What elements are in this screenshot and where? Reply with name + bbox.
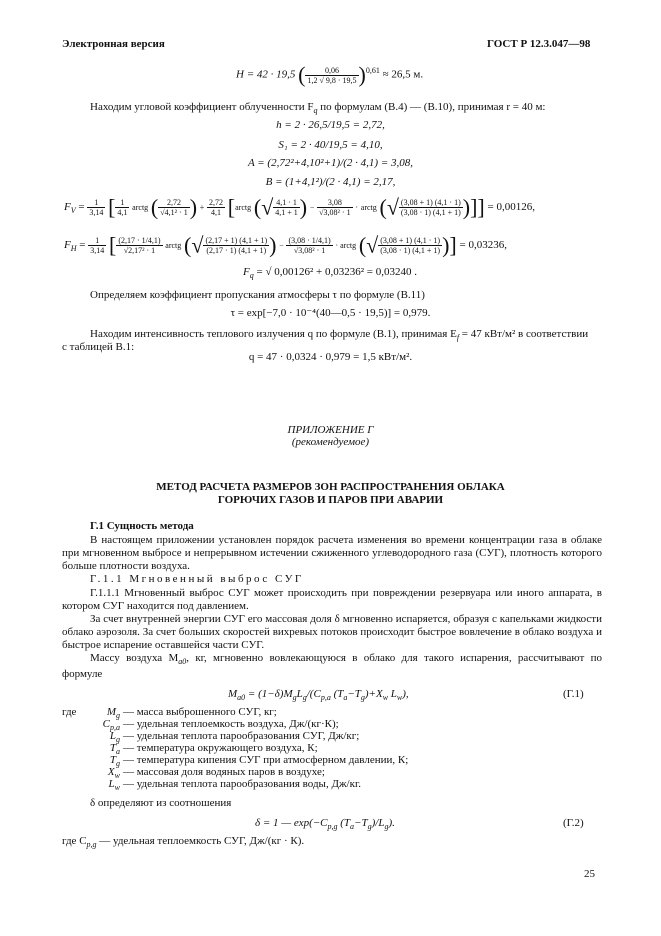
method-title-1: МЕТОД РАСЧЕТА РАЗМЕРОВ ЗОН РАСПРОСТРАНЕНИЯ ОБЛАКА: [156, 481, 505, 493]
section-heading: Г.1 Сущность метода: [90, 520, 194, 532]
body-paragraph-2: Г.1.1.1 Мгновенный выброс СУГ может происходить при повреждении резервуара или иного аппарата, в котором СУГ находится под давлением.: [62, 587, 602, 612]
formula-h-lhs: H = 42 · 19,5: [236, 68, 296, 81]
definition-text: — удельная теплота парообразования СУГ, Дж/кг;: [123, 730, 360, 742]
body-paragraph-4: Массу воздуха $M_{a0}$, кг, мгновенно вовлекающуюся в облако для такого испарения, рассчитывают по формуле: [62, 652, 602, 681]
definition-symbol: $X_w$: [107, 766, 120, 781]
body-paragraph-3: За счет внутренней энергии СУГ его массовая доля δ мгновенно испаряется, образуя с капельками жидкости облако аэрозоля. За счет больших скоростей вихревых потоков происходит быстрое вовлечение в облако воздуха и быстрое испарение оставшейся части СУГ.: [62, 613, 602, 651]
definition-symbol: $L_g$: [109, 730, 120, 745]
formula-h-fraction: $\frac{0,06}{1,2 √ 9,8 \cdot 19,5}$: [307, 65, 357, 85]
delta-intro: δ определяют из соотношения: [90, 797, 232, 809]
definition-symbol: $M_g$: [106, 706, 120, 721]
method-title-2: ГОРЮЧИХ ГАЗОВ И ПАРОВ ПРИ АВАРИИ: [217, 494, 444, 506]
defs-intro: где: [62, 706, 77, 718]
definition-text: — температура окружающего воздуха, К;: [123, 742, 318, 754]
eq-a: A = (2,72²+4,10²+1)/(2 · 4,1) = 3,08,: [247, 157, 414, 169]
appendix-subtitle: (рекомендуемое): [291, 436, 370, 448]
definition-text: — массовая доля водяных паров в воздухе;: [123, 766, 325, 778]
formula-g2-number: (Г.2): [563, 817, 584, 829]
eq-b: B = (1+4,1²)/(2 · 4,1) = 2,17,: [265, 176, 396, 188]
para-angle: Находим угловой коэффициент облученности $F_q$ по формулам (В.4) — (В.10), принимая r = 40 м:: [90, 101, 546, 116]
formula-h-result: ≈ 26,5 м.: [382, 68, 424, 81]
formula-fh: $F_H$ = $\frac{1}{3,14}$ [ $\frac{(2,17 \cdot 1/4,1)}{\text{√2,17² · 1}}$ arctg (√ $\frac{(2,17 + 1) (4,1 + 1)}{(2,17 \cdot 1) (4,1 + 1)}$ ) − $\frac{(3,08 \cdot 1/4,1)}{\text{√3,08² · 1}}$ · arctg (√ $\frac{(3,08 + 1) (4,1 \cdot 1)}{(3,08 \cdot 1) (4,1 + 1)}$ )] = 0,03236,: [64, 232, 507, 258]
page-number: 25: [584, 868, 595, 880]
definition-symbol: $C_{p,a}$: [102, 718, 120, 733]
para-tau: Определяем коэффициент пропускания атмосферы τ по формуле (В.11): [90, 289, 425, 301]
definition-text: — удельная теплота парообразования воды, Дж/кг.: [123, 778, 361, 790]
definition-text: — масса выброшенного СУГ, кг;: [123, 706, 277, 718]
definition-symbol: $T_a$: [109, 742, 120, 757]
header-left: Электронная версия: [62, 38, 165, 50]
definition-text: — удельная теплоемкость воздуха, Дж/(кг·К);: [123, 718, 339, 730]
formula-h-exponent: 0,61: [365, 66, 380, 75]
para-q: Находим интенсивность теплового излучения q по формуле (В.1), принимая $E_f = 47$ кВт/м² в соответствии: [90, 328, 589, 343]
formula-g1-number: (Г.1): [563, 688, 584, 700]
appendix-title: ПРИЛОЖЕНИЕ Г: [287, 424, 374, 436]
formula-fv: $F_V$ = $\frac{1}{3,14}$ [ $\frac{1}{4,1}$ arctg ( $\frac{2,72}{\text{√4,1² · 1}}$ ) + $\frac{2,72}{4,1}$ [arctg (√ $\frac{4,1 \cdot 1}{4,1 + 1}$ ) − $\frac{3,08}{\text{√3,08² · 1}}$ · arctg (√ $\frac{(3,08 + 1) (4,1 \cdot 1)}{(3,08 \cdot 1) (4,1 + 1)}$ )]] = 0,00126,: [64, 194, 535, 220]
body-paragraph-1: В настоящем приложении установлен порядок расчета изменения во времени концентрации газа в облаке при мгновенном выбросе и непрерывном истечении сжиженного углеводородного газа (СУГ), плотность которого больше плотности воздуха.: [62, 534, 602, 572]
eq-h: h = 2 · 26,5/19,5 = 2,72,: [276, 119, 385, 131]
definition-symbol: $L_w$: [108, 778, 120, 793]
eq-fq: $F_q$ = √ 0,00126² + 0,03236² = 0,03240 .: [243, 266, 417, 281]
para-q-cont: с таблицей В.1:: [62, 341, 135, 353]
final-definition: где $C_{p,g}$ — удельная теплоемкость СУГ, Дж/(кг · К).: [62, 835, 305, 850]
definition-text: — температура кипения СУГ при атмосферном давлении, К;: [123, 754, 409, 766]
eq-s1: S₁ = 2 · 40/19,5 = 4,10,: [278, 139, 383, 151]
formula-g1: $M_{a0} = (1-\delta)M_gL_g/(C_{p,a}$ $(T_a-T_g)+X_w$ $L_w$),: [228, 688, 409, 703]
definition-symbol: $T_g$: [109, 754, 120, 769]
formula-h: H = 42 · 19,5 ( $\frac{0,06}{1,2 √ 9,8 \cdot 19,5}$ )$^{0,61}$ ≈ 26,5 м.: [236, 62, 424, 88]
eq-tau: τ = exp[−7,0 · 10⁻⁴(40—0,5 · 19,5)] = 0,979.: [230, 307, 431, 319]
subsection-heading: Г.1.1 Мгновенный выброс СУГ: [90, 573, 304, 585]
eq-q: q = 47 · 0,0324 · 0,979 = 1,5 кВт/м².: [248, 351, 413, 363]
formula-g2: δ = 1 — $\exp(-C_{p,g}$ $(T_a-T_g)/L_g$).: [255, 817, 395, 832]
header-right: ГОСТ Р 12.3.047—98: [487, 38, 591, 50]
